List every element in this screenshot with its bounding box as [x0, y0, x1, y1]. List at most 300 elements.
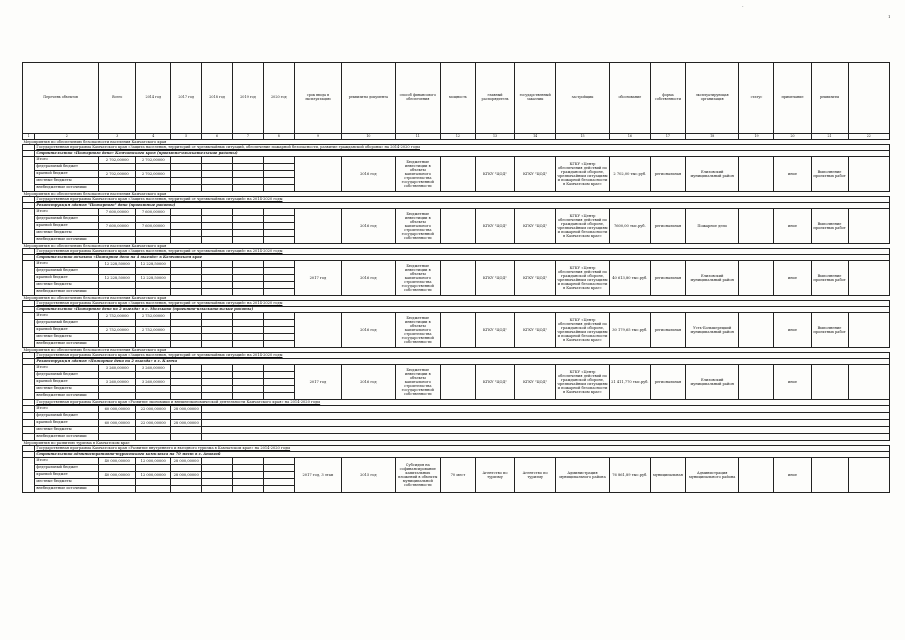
value-2020	[263, 171, 294, 178]
value-total	[99, 268, 136, 275]
finance-source-label: местные бюджеты	[35, 386, 99, 393]
column-index-cell: 13	[475, 134, 514, 140]
value-2014	[136, 393, 171, 400]
object-title: Строительство административно-туристского комплекса на 70 мест в с. Анавгай	[35, 452, 890, 458]
customer-cell: КГКУ "ЦОД"	[515, 365, 556, 400]
value-2014: 2 752,00000	[136, 327, 171, 334]
indent-cell	[23, 413, 35, 420]
value-2018	[202, 486, 233, 493]
finance-source-label: местные бюджеты	[35, 334, 99, 341]
note-cell	[811, 458, 848, 493]
value-2014: 12 228,50000	[136, 261, 171, 268]
financing-method-cell: Бюджетные инвестиции в объекты капитального строительства государственной собственности	[395, 313, 440, 348]
status-cell: иное	[774, 157, 811, 192]
finance-source-label: федеральный бюджет	[35, 465, 99, 472]
blank-cell	[739, 365, 774, 400]
header-cell: 2018 год	[202, 63, 233, 134]
value-2017	[171, 427, 202, 434]
value-2014	[136, 289, 171, 296]
ownership-cell: региональная	[650, 261, 685, 296]
finance-source-label: местные бюджеты	[35, 230, 99, 237]
value-2014: 2 752,00000	[136, 313, 171, 320]
commissioning-cell	[294, 157, 341, 192]
value-2014: 3 260,00000	[136, 365, 171, 372]
customer-cell: КГКУ "ЦОД"	[515, 157, 556, 192]
value-2018	[202, 164, 233, 171]
value-2014: 12 000,00000	[136, 458, 171, 465]
value-2014: 2 702,00000	[136, 171, 171, 178]
document-date-cell: 2016 год	[342, 157, 396, 192]
header-cell: государственный заказчик	[515, 63, 556, 134]
value-2020	[263, 465, 294, 472]
value-2018	[202, 209, 233, 216]
value-total	[99, 372, 136, 379]
finance-source-label: краевой бюджет	[35, 472, 99, 479]
header-cell: 2019 год	[233, 63, 264, 134]
capacity-cell: 70 мест	[440, 458, 475, 493]
value-total: 2 752,00000	[99, 313, 136, 320]
budget-holder-cell: КГКУ "ЦОД"	[475, 209, 514, 244]
ownership-cell: региональная	[650, 313, 685, 348]
value-2018	[202, 237, 233, 244]
header-cell: статус	[739, 63, 774, 134]
operator-cell: Елизовский муниципальный район	[685, 261, 739, 296]
finance-source-label: краевой бюджет	[35, 223, 99, 230]
header-row	[23, 63, 890, 134]
value-total: 7 600,00000	[99, 209, 136, 216]
customer-cell: КГКУ "ЦОД"	[515, 313, 556, 348]
value-total	[99, 427, 136, 434]
budget-holder-cell: КГКУ "ЦОД"	[475, 261, 514, 296]
value-2020	[263, 334, 294, 341]
status-cell: иное	[774, 365, 811, 400]
value-2019	[233, 216, 264, 223]
value-2017	[171, 289, 202, 296]
budget-holder-cell: Агентство по туризму	[475, 458, 514, 493]
value-2020	[263, 341, 294, 348]
blank-cell	[848, 458, 889, 493]
ownership-cell: региональная	[650, 157, 685, 192]
header-cell: реквизиты	[811, 63, 848, 134]
value-2018	[202, 171, 233, 178]
value-2018	[202, 458, 233, 465]
value-2017	[171, 393, 202, 400]
value-2017: 28 000,00000	[171, 420, 202, 427]
subtotal-finance-row	[23, 406, 890, 413]
value-total	[99, 341, 136, 348]
value-2019	[233, 275, 264, 282]
finance-row	[23, 157, 890, 164]
financing-method-cell: Бюджетные инвестиции в объекты капитального строительства государственной собственности	[395, 157, 440, 192]
value-total: 60 000,00000	[99, 406, 136, 413]
value-2014	[136, 230, 171, 237]
value-2019	[233, 372, 264, 379]
section-title: Мероприятия по обеспечению безопасности населения Камчатского края	[23, 140, 890, 145]
finance-source-label: федеральный бюджет	[35, 320, 99, 327]
value-2019	[233, 178, 264, 185]
blank-cell	[848, 313, 889, 348]
column-index-cell: 2	[35, 134, 99, 140]
status-cell: иное	[774, 261, 811, 296]
value-2014: 12 228,50000	[136, 275, 171, 282]
value-2019	[233, 164, 264, 171]
header-cell	[848, 63, 889, 134]
customer-cell: КГКУ "ЦОД"	[515, 261, 556, 296]
value-2020	[263, 372, 294, 379]
value-2017	[171, 261, 202, 268]
value-total	[99, 334, 136, 341]
value-2014	[136, 413, 171, 420]
value-2020	[263, 379, 294, 386]
value-2017	[171, 275, 202, 282]
finance-source-label: внебюджетные источники	[35, 185, 99, 192]
value-total	[99, 289, 136, 296]
finance-row	[23, 313, 890, 320]
value-2020	[263, 289, 294, 296]
value-2017	[171, 230, 202, 237]
value-2019	[233, 334, 264, 341]
value-total	[99, 185, 136, 192]
program-title: Государственная программа Камчатского края «Защита населения, территорий от чрезвычайных ситуаций, обеспечение пожарной безопасности, развитие гражданской обороны» на 2014-2020 годы	[35, 145, 890, 151]
value-2019	[233, 472, 264, 479]
section-title: Мероприятия по развитию туризма в Камчатском крае	[23, 441, 890, 446]
value-total: 40 000,00000	[99, 472, 136, 479]
finance-source-label: внебюджетные источники	[35, 237, 99, 244]
blank-cell	[739, 458, 774, 493]
document-date-cell: 2016 год	[342, 261, 396, 296]
header-cell: 2020 год	[263, 63, 294, 134]
value-2014	[136, 427, 171, 434]
blank-cell	[848, 261, 889, 296]
value-2019	[233, 365, 264, 372]
value-2020	[263, 365, 294, 372]
side-mark: 1	[888, 14, 891, 19]
blank-cell	[202, 434, 890, 441]
value-2014	[136, 268, 171, 275]
finance-source-label: федеральный бюджет	[35, 372, 99, 379]
value-2014: 12 000,00000	[136, 472, 171, 479]
column-index-cell: 5	[171, 134, 202, 140]
program-title: Государственная программа Камчатского края «Развитие внутреннего и въездного туризма в Камчатском крае» на 2014-2020 годы	[35, 446, 890, 452]
commissioning-cell	[294, 313, 341, 348]
column-index-cell: 7	[233, 134, 264, 140]
value-2017	[171, 320, 202, 327]
value-2018	[202, 216, 233, 223]
finance-source-label: местные бюджеты	[35, 479, 99, 486]
customer-cell: КГКУ "ЦОД"	[515, 209, 556, 244]
blank-cell	[848, 365, 889, 400]
capacity-cell	[440, 365, 475, 400]
blank-cell	[202, 406, 890, 413]
value-2020	[263, 157, 294, 164]
value-2019	[233, 479, 264, 486]
program-title: Государственная программа Камчатского края «Защита населения, территорий от чрезвычайных ситуаций» на 2014-2020 годы	[35, 197, 890, 203]
value-2017	[171, 282, 202, 289]
value-2014	[136, 282, 171, 289]
finance-source-label: федеральный бюджет	[35, 413, 99, 420]
column-index-cell: 21	[811, 134, 848, 140]
estimate-cell: 21 411,770 тыс.руб.	[609, 365, 650, 400]
value-total	[99, 479, 136, 486]
value-2014	[136, 237, 171, 244]
column-index-cell: 22	[848, 134, 889, 140]
value-total: 12 228,50000	[99, 275, 136, 282]
indent-cell	[23, 420, 35, 427]
blank-cell	[739, 209, 774, 244]
estimate-cell: 40 613,80 тыс.руб.	[609, 261, 650, 296]
value-2020	[263, 261, 294, 268]
finance-row	[23, 458, 890, 465]
header-cell: срок ввода в эксплуатацию	[294, 63, 341, 134]
value-2018	[202, 365, 233, 372]
section-title: Мероприятия по обеспечению безопасности населения Камчатского края	[23, 192, 890, 197]
value-2017: 28 000,00000	[171, 406, 202, 413]
blank-cell	[202, 413, 890, 420]
finance-source-label: внебюджетные источники	[35, 486, 99, 493]
value-2020	[263, 486, 294, 493]
document-date-cell: 2016 год	[342, 313, 396, 348]
objects-register-table	[22, 62, 890, 493]
value-2017	[171, 372, 202, 379]
value-2018	[202, 313, 233, 320]
note-cell	[811, 365, 848, 400]
commissioning-cell	[294, 209, 341, 244]
status-cell: иное	[774, 313, 811, 348]
header-cell: реквизиты документа	[342, 63, 396, 134]
indent-cell	[23, 434, 35, 441]
value-2014	[136, 372, 171, 379]
value-2017	[171, 341, 202, 348]
value-2020	[263, 313, 294, 320]
value-2018	[202, 320, 233, 327]
value-2020	[263, 458, 294, 465]
finance-source-label: Итого	[35, 313, 99, 320]
finance-source-label: Итого	[35, 157, 99, 164]
developer-cell: КГКУ «Центр обеспечения действий по гражданской обороне, чрезвычайным ситуациям и пожарной безопасности в Камчатском крае»	[556, 209, 610, 244]
finance-source-label: краевой бюджет	[35, 379, 99, 386]
value-2018	[202, 223, 233, 230]
value-2018	[202, 157, 233, 164]
note-cell: Выполнение проектных работ	[811, 313, 848, 348]
budget-holder-cell: КГКУ "ЦОД"	[475, 157, 514, 192]
value-total: 3 260,00000	[99, 365, 136, 372]
indent-cell	[23, 458, 35, 493]
value-total	[99, 386, 136, 393]
value-2014	[136, 486, 171, 493]
indent-cell	[23, 209, 35, 244]
estimate-cell: 30 179,65 тыс.руб.	[609, 313, 650, 348]
note-cell: Выполнение проектных работ	[811, 261, 848, 296]
financing-method-cell: Субсидия на софинансирование капитальных вложений в объекты муниципальной собственности	[395, 458, 440, 493]
value-2019	[233, 185, 264, 192]
finance-source-label: внебюджетные источники	[35, 289, 99, 296]
value-2017	[171, 313, 202, 320]
operator-cell: Елизовский муниципальный район	[685, 157, 739, 192]
value-2020	[263, 275, 294, 282]
blank-cell	[739, 261, 774, 296]
operator-cell: Пожарное депо	[685, 209, 739, 244]
financing-method-cell: Бюджетные инвестиции в объекты капитального строительства государственной собственности	[395, 365, 440, 400]
value-2017	[171, 413, 202, 420]
value-2014: 7 600,00000	[136, 223, 171, 230]
value-2017	[171, 434, 202, 441]
section-title: Мероприятия по обеспечению безопасности населения Камчатского края	[23, 296, 890, 301]
capacity-cell	[440, 157, 475, 192]
finance-source-label: краевой бюджет	[35, 420, 99, 427]
header-cell: обоснование	[609, 63, 650, 134]
ownership-cell: муниципальная	[650, 458, 685, 493]
value-2020	[263, 479, 294, 486]
value-2018	[202, 327, 233, 334]
value-2019	[233, 289, 264, 296]
value-2018	[202, 334, 233, 341]
finance-source-label: федеральный бюджет	[35, 268, 99, 275]
value-2019	[233, 386, 264, 393]
value-2019	[233, 486, 264, 493]
value-total	[99, 393, 136, 400]
indent-cell	[23, 313, 35, 348]
customer-cell: Агентство по туризму	[515, 458, 556, 493]
value-2014: 7 600,00000	[136, 209, 171, 216]
object-title: Реконструкция здания "Пожарного" депо (проектные работы)	[35, 203, 890, 209]
value-2014: 3 260,00000	[136, 379, 171, 386]
column-index-cell: 19	[739, 134, 774, 140]
column-index-cell: 16	[609, 134, 650, 140]
capacity-cell	[440, 313, 475, 348]
object-title: Реконструкция здания «Пожарное депо на 2 выезда» в с. Ключи	[35, 359, 890, 365]
value-total: 3 260,00000	[99, 379, 136, 386]
value-2019	[233, 268, 264, 275]
value-total: 2 702,00000	[99, 171, 136, 178]
finance-row	[23, 365, 890, 372]
value-2018	[202, 386, 233, 393]
financing-method-cell: Бюджетные инвестиции в объекты капитального строительства государственной собственности	[395, 209, 440, 244]
value-total	[99, 434, 136, 441]
value-2014	[136, 216, 171, 223]
value-2017	[171, 157, 202, 164]
finance-source-label: местные бюджеты	[35, 282, 99, 289]
status-cell: иное	[774, 458, 811, 493]
value-total	[99, 282, 136, 289]
budget-holder-cell: КГКУ "ЦОД"	[475, 313, 514, 348]
value-2018	[202, 379, 233, 386]
page-mark: -	[742, 4, 744, 9]
finance-source-label: Итого	[35, 406, 99, 413]
indent-cell	[23, 406, 35, 413]
finance-source-label: внебюджетные источники	[35, 434, 99, 441]
value-total: 12 228,50000	[99, 261, 136, 268]
object-title: Строительство «Пожарного депо» Камчатского края (проектно-изыскательские работы)	[35, 151, 890, 157]
column-index-cell: 3	[99, 134, 136, 140]
value-2014	[136, 465, 171, 472]
header-cell: способ финансового обеспечения	[395, 63, 440, 134]
blank-cell	[739, 157, 774, 192]
value-2019	[233, 458, 264, 465]
document-date-cell: 2015 год	[342, 458, 396, 493]
value-2017	[171, 334, 202, 341]
value-total: 7 600,00000	[99, 223, 136, 230]
value-2018	[202, 282, 233, 289]
subtotal-finance-row	[23, 420, 890, 427]
value-total	[99, 320, 136, 327]
value-2018	[202, 472, 233, 479]
value-2017	[171, 268, 202, 275]
header-cell: мощность	[440, 63, 475, 134]
section-title: Мероприятия по обеспечению безопасности населения Камчатского края	[23, 348, 890, 353]
finance-source-label: краевой бюджет	[35, 327, 99, 334]
value-2017	[171, 327, 202, 334]
header-cell: форма собственности	[650, 63, 685, 134]
value-2019	[233, 393, 264, 400]
value-2019	[233, 209, 264, 216]
value-2020	[263, 282, 294, 289]
value-total	[99, 465, 136, 472]
section-title: Мероприятия по обеспечению безопасности населения Камчатского края	[23, 244, 890, 249]
indent-cell	[23, 427, 35, 434]
value-2017	[171, 216, 202, 223]
value-2020	[263, 230, 294, 237]
column-index-cell: 17	[650, 134, 685, 140]
finance-source-label: краевой бюджет	[35, 275, 99, 282]
value-2020	[263, 223, 294, 230]
finance-source-label: федеральный бюджет	[35, 216, 99, 223]
finance-source-label: федеральный бюджет	[35, 164, 99, 171]
value-2019	[233, 171, 264, 178]
value-total: 2 702,00000	[99, 157, 136, 164]
value-2020	[263, 268, 294, 275]
developer-cell: КГКУ «Центр обеспечения действий по гражданской обороне, чрезвычайным ситуациям и пожарной безопасности в Камчатском крае»	[556, 157, 610, 192]
finance-source-label: местные бюджеты	[35, 178, 99, 185]
value-2019	[233, 282, 264, 289]
value-2019	[233, 341, 264, 348]
blank-cell	[202, 427, 890, 434]
value-2019	[233, 223, 264, 230]
value-2018	[202, 465, 233, 472]
subtotal-finance-row	[23, 434, 890, 441]
program-title: Государственная программа Камчатского края «Защита населения, территорий от чрезвычайных ситуаций» на 2014-2020 годы	[35, 353, 890, 359]
value-total: 40 000,00000	[99, 458, 136, 465]
blank-cell	[739, 313, 774, 348]
estimate-cell: 76 861,89 тыс.руб.	[609, 458, 650, 493]
program-title: Государственная программа Камчатского края «Защита населения, территорий от чрезвычайных ситуаций» на 2014-2020 годы	[35, 301, 890, 307]
column-index-cell: 6	[202, 134, 233, 140]
commissioning-cell: 2017 год, 3 этап	[294, 458, 341, 493]
column-index-cell: 10	[342, 134, 396, 140]
column-index-cell: 4	[136, 134, 171, 140]
value-2017	[171, 379, 202, 386]
object-title: Строительство «Пожарного депо на 2 выезда» в с. Мильково (проектно-изыскательские работы)	[35, 307, 890, 313]
capacity-cell	[440, 261, 475, 296]
finance-source-label: Итого	[35, 261, 99, 268]
ownership-cell: региональная	[650, 209, 685, 244]
finance-source-label: внебюджетные источники	[35, 341, 99, 348]
value-2020	[263, 472, 294, 479]
value-2020	[263, 209, 294, 216]
document-date-cell: 2016 год	[342, 209, 396, 244]
value-total	[99, 413, 136, 420]
value-2017	[171, 209, 202, 216]
value-2014	[136, 341, 171, 348]
column-index-cell: 11	[395, 134, 440, 140]
value-total	[99, 178, 136, 185]
value-2014	[136, 320, 171, 327]
finance-row	[23, 209, 890, 216]
value-2017	[171, 185, 202, 192]
value-2017	[171, 486, 202, 493]
value-2020	[263, 164, 294, 171]
column-index-cell: 9	[294, 134, 341, 140]
value-total	[99, 486, 136, 493]
